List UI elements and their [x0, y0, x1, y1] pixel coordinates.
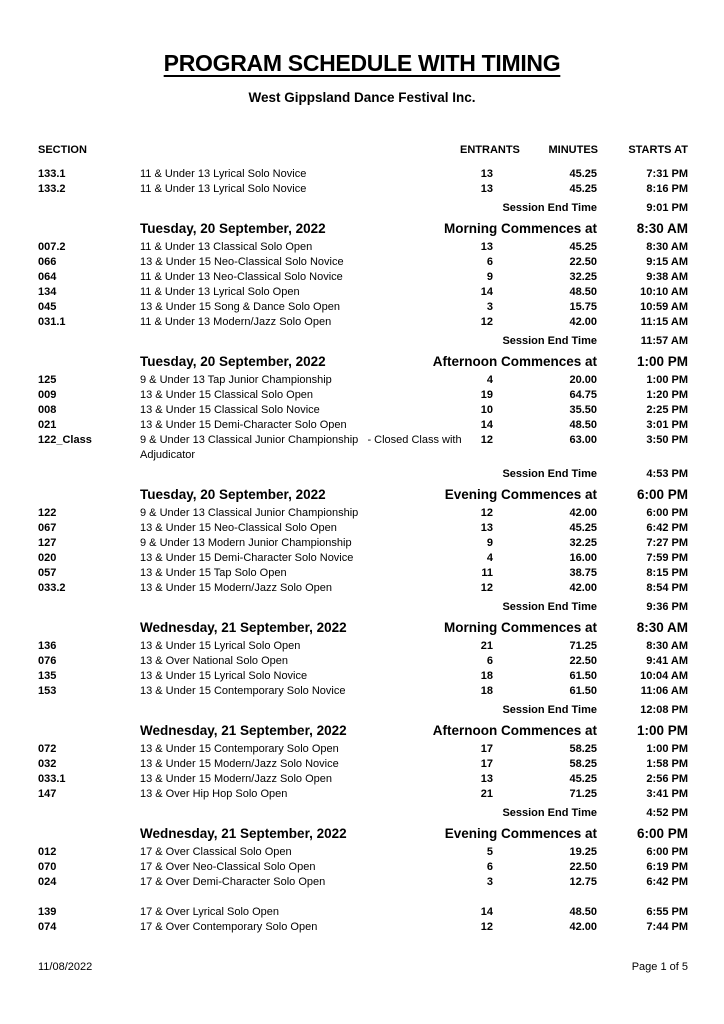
row-description-line1: 13 & Under 15 Contemporary Solo Open [140, 743, 339, 755]
row-description [140, 787, 460, 802]
row-entrants: 10 [480, 404, 493, 416]
row-description-line1: 17 & Over Lyrical Solo Open [140, 906, 279, 918]
row-entrants: 14 [480, 419, 493, 431]
row-description-line1: 17 & Over Neo-Classical Solo Open [140, 861, 316, 873]
row-minutes: 42.00 [569, 921, 597, 933]
row-description-line1: 13 & Over National Solo Open [140, 655, 288, 667]
footer-date: 11/08/2022 [38, 961, 93, 973]
row-section-number: 072 [38, 743, 57, 755]
session-commences-time: 6:00 PM [636, 487, 688, 502]
session-commences-time: 1:00 PM [636, 723, 688, 738]
row-starts-at: 6:42 PM [646, 876, 688, 888]
row-description-line1: 11 & Under 13 Lyrical Solo Novice [140, 168, 307, 180]
row-description-line1: 13 & Under 15 Neo-Classical Solo Novice [140, 256, 344, 268]
session-header [0, 486, 724, 503]
session-commences-label: Morning Commences at [443, 221, 597, 236]
schedule-row [0, 536, 724, 551]
row-description-line1: 9 & Under 13 Modern Junior Championship [140, 537, 352, 549]
row-minutes: 12.75 [569, 876, 597, 888]
row-description [140, 373, 460, 388]
row-description-line1: 11 & Under 13 Lyrical Solo Open [140, 286, 300, 298]
row-description-line1: 9 & Under 13 Classical Junior Championship - Closed Class with [140, 434, 462, 446]
row-section-number: 133.2 [38, 183, 66, 195]
row-entrants: 11 [481, 567, 493, 579]
row-description [140, 255, 460, 270]
row-description [140, 240, 460, 255]
row-section-number: 021 [38, 419, 57, 431]
row-starts-at: 1:20 PM [646, 389, 688, 401]
session-date: Tuesday, 20 September, 2022 [140, 354, 326, 369]
row-section-number: 134 [38, 286, 57, 298]
schedule-row [0, 654, 724, 669]
row-starts-at: 11:15 AM [640, 316, 688, 328]
row-entrants: 9 [486, 537, 493, 549]
row-section-number: 122 [38, 507, 57, 519]
row-description [140, 521, 460, 536]
row-starts-at: 8:16 PM [646, 183, 688, 195]
row-entrants: 14 [480, 906, 493, 918]
row-description-line1: 17 & Over Demi-Character Solo Open [140, 876, 326, 888]
schedule-row [0, 845, 724, 860]
footer-page-number: Page 1 of 5 [631, 961, 688, 973]
row-description-line1: 13 & Under 15 Classical Solo Novice [140, 404, 320, 416]
row-entrants: 13 [480, 241, 493, 253]
session-end-row [0, 334, 724, 349]
row-description [140, 536, 460, 551]
page-footer [38, 960, 688, 974]
row-entrants: 13 [480, 773, 493, 785]
row-starts-at: 7:59 PM [646, 552, 688, 564]
row-description [140, 639, 460, 654]
row-entrants: 3 [486, 876, 493, 888]
row-minutes: 15.75 [569, 301, 597, 313]
row-description-line1: 13 & Under 15 Lyrical Solo Novice [140, 670, 308, 682]
schedule-row [0, 669, 724, 684]
row-minutes: 63.00 [569, 434, 597, 446]
row-description-line1: 13 & Over Hip Hop Solo Open [140, 788, 288, 800]
row-spacer [0, 890, 724, 905]
row-minutes: 22.50 [569, 655, 597, 667]
session-end-label: Session End Time [502, 807, 597, 819]
row-description [140, 669, 460, 684]
session-date: Tuesday, 20 September, 2022 [140, 487, 326, 502]
row-starts-at: 3:50 PM [646, 434, 688, 446]
row-starts-at: 6:55 PM [646, 906, 688, 918]
row-description [140, 654, 460, 669]
column-header-starts-at: STARTS AT [628, 144, 688, 156]
schedule-row [0, 684, 724, 699]
row-description [140, 845, 460, 860]
row-minutes: 58.25 [569, 758, 597, 770]
page-subtitle: West Gippsland Dance Festival Inc. [248, 90, 476, 105]
row-description-line1: 11 & Under 13 Neo-Classical Solo Novice [140, 271, 343, 283]
schedule-row [0, 905, 724, 920]
row-description [140, 300, 460, 315]
row-entrants: 13 [480, 168, 493, 180]
row-section-number: 020 [38, 552, 57, 564]
row-section-number: 064 [38, 271, 57, 283]
row-minutes: 19.25 [569, 846, 597, 858]
row-starts-at: 8:54 PM [646, 582, 688, 594]
schedule-row [0, 566, 724, 581]
row-description [140, 315, 460, 330]
session-commences-label: Afternoon Commences at [432, 723, 597, 738]
row-entrants: 18 [480, 670, 493, 682]
row-description [140, 860, 460, 875]
row-entrants: 12 [480, 921, 493, 933]
row-minutes: 22.50 [569, 861, 597, 873]
session-date: Wednesday, 21 September, 2022 [140, 620, 347, 635]
row-section-number: 139 [38, 906, 57, 918]
row-starts-at: 10:59 AM [640, 301, 688, 313]
row-description-line1: 9 & Under 13 Tap Junior Championship [140, 374, 332, 386]
row-minutes: 45.25 [569, 183, 597, 195]
row-section-number: 074 [38, 921, 57, 933]
row-minutes: 64.75 [569, 389, 597, 401]
row-description-line1: 13 & Under 15 Modern/Jazz Solo Open [140, 582, 333, 594]
row-description-line1: 13 & Under 15 Song & Dance Solo Open [140, 301, 340, 313]
row-description [140, 418, 460, 433]
schedule-row [0, 757, 724, 772]
row-section-number: 032 [38, 758, 57, 770]
session-header [0, 353, 724, 370]
row-entrants: 12 [480, 507, 493, 519]
row-entrants: 21 [480, 640, 493, 652]
schedule-table-body [0, 167, 724, 935]
row-starts-at: 11:06 AM [640, 685, 688, 697]
row-section-number: 135 [38, 670, 57, 682]
row-starts-at: 6:19 PM [646, 861, 688, 873]
row-section-number: 153 [38, 685, 57, 697]
row-minutes: 48.50 [569, 906, 597, 918]
row-entrants: 6 [486, 256, 493, 268]
row-starts-at: 1:58 PM [646, 758, 688, 770]
schedule-row [0, 920, 724, 935]
row-entrants: 12 [480, 582, 493, 594]
schedule-row [0, 388, 724, 403]
schedule-row [0, 167, 724, 182]
row-minutes: 45.25 [569, 241, 597, 253]
row-description-line1: 9 & Under 13 Classical Junior Championship [140, 507, 359, 519]
row-description-line1: 13 & Under 15 Tap Solo Open [140, 567, 287, 579]
row-description-line1: 13 & Under 15 Modern/Jazz Solo Open [140, 773, 333, 785]
row-minutes: 45.25 [569, 168, 597, 180]
row-starts-at: 9:38 AM [646, 271, 688, 283]
row-section-number: 007.2 [38, 241, 66, 253]
row-minutes: 48.50 [569, 286, 597, 298]
row-starts-at: 7:31 PM [646, 168, 688, 180]
row-section-number: 012 [38, 846, 57, 858]
schedule-row [0, 300, 724, 315]
session-commences-time: 8:30 AM [636, 620, 688, 635]
row-description [140, 182, 460, 197]
row-starts-at: 1:00 PM [646, 743, 688, 755]
session-date: Tuesday, 20 September, 2022 [140, 221, 326, 236]
session-end-label: Session End Time [502, 335, 597, 347]
session-commences-label: Morning Commences at [443, 620, 597, 635]
session-date: Wednesday, 21 September, 2022 [140, 723, 347, 738]
row-description [140, 433, 460, 463]
row-section-number: 057 [38, 567, 57, 579]
row-starts-at: 7:44 PM [646, 921, 688, 933]
row-description-line1: 13 & Under 15 Modern/Jazz Solo Novice [140, 758, 339, 770]
column-header-entrants: ENTRANTS [460, 144, 520, 156]
row-entrants: 5 [486, 846, 493, 858]
session-end-label: Session End Time [502, 704, 597, 716]
session-end-row [0, 703, 724, 718]
row-description [140, 167, 460, 182]
schedule-row [0, 240, 724, 255]
session-header [0, 825, 724, 842]
row-minutes: 32.25 [569, 537, 597, 549]
row-entrants: 3 [486, 301, 493, 313]
row-description [140, 388, 460, 403]
row-starts-at: 2:25 PM [646, 404, 688, 416]
session-commences-label: Afternoon Commences at [432, 354, 597, 369]
session-end-row [0, 600, 724, 615]
row-entrants: 13 [480, 183, 493, 195]
schedule-row [0, 506, 724, 521]
schedule-row [0, 418, 724, 433]
row-minutes: 61.50 [569, 670, 597, 682]
session-end-row [0, 201, 724, 216]
row-entrants: 4 [486, 552, 493, 564]
row-starts-at: 3:41 PM [646, 788, 688, 800]
schedule-row [0, 255, 724, 270]
row-starts-at: 8:30 AM [646, 640, 688, 652]
row-description [140, 551, 460, 566]
row-description [140, 270, 460, 285]
row-minutes: 48.50 [569, 419, 597, 431]
schedule-row [0, 581, 724, 596]
row-starts-at: 9:15 AM [646, 256, 688, 268]
row-starts-at: 8:30 AM [646, 241, 688, 253]
row-starts-at: 6:42 PM [646, 522, 688, 534]
row-description-line1: 13 & Under 15 Contemporary Solo Novice [140, 685, 346, 697]
row-section-number: 008 [38, 404, 57, 416]
row-minutes: 38.75 [569, 567, 597, 579]
row-entrants: 17 [480, 743, 493, 755]
row-minutes: 61.50 [569, 685, 597, 697]
session-header [0, 619, 724, 636]
row-description [140, 742, 460, 757]
row-minutes: 35.50 [569, 404, 597, 416]
session-end-label: Session End Time [502, 202, 597, 214]
session-end-label: Session End Time [502, 601, 597, 613]
row-description [140, 403, 460, 418]
schedule-row [0, 742, 724, 757]
schedule-row [0, 270, 724, 285]
row-description [140, 920, 460, 935]
row-starts-at: 6:00 PM [646, 846, 688, 858]
session-commences-time: 1:00 PM [636, 354, 688, 369]
row-section-number: 127 [38, 537, 57, 549]
row-description-line1: 13 & Under 15 Demi-Character Solo Novice [140, 552, 354, 564]
schedule-row [0, 639, 724, 654]
row-description [140, 506, 460, 521]
row-minutes: 20.00 [569, 374, 597, 386]
row-entrants: 4 [486, 374, 493, 386]
schedule-row [0, 315, 724, 330]
session-end-time: 9:36 PM [646, 601, 688, 613]
row-starts-at: 2:56 PM [646, 773, 688, 785]
session-end-time: 11:57 AM [640, 335, 688, 347]
row-section-number: 009 [38, 389, 57, 401]
session-commences-time: 8:30 AM [636, 221, 688, 236]
row-description-line1: 13 & Under 15 Demi-Character Solo Open [140, 419, 347, 431]
row-section-number: 031.1 [38, 316, 66, 328]
session-end-time: 4:52 PM [646, 807, 688, 819]
row-description [140, 875, 460, 890]
schedule-row [0, 373, 724, 388]
row-section-number: 125 [38, 374, 57, 386]
row-description-line1: 13 & Under 15 Neo-Classical Solo Open [140, 522, 337, 534]
session-commences-label: Evening Commences at [444, 826, 597, 841]
row-section-number: 033.1 [38, 773, 66, 785]
row-minutes: 42.00 [569, 316, 597, 328]
row-section-number: 033.2 [38, 582, 66, 594]
schedule-row [0, 787, 724, 802]
row-minutes: 71.25 [569, 640, 597, 652]
row-entrants: 6 [486, 655, 493, 667]
row-entrants: 18 [480, 685, 493, 697]
row-entrants: 12 [480, 434, 493, 446]
row-minutes: 42.00 [569, 507, 597, 519]
row-entrants: 19 [480, 389, 493, 401]
row-minutes: 45.25 [569, 773, 597, 785]
row-section-number: 070 [38, 861, 57, 873]
session-end-row [0, 806, 724, 821]
row-minutes: 42.00 [569, 582, 597, 594]
row-section-number: 147 [38, 788, 57, 800]
row-description-line1: 13 & Under 15 Lyrical Solo Open [140, 640, 301, 652]
row-starts-at: 7:27 PM [646, 537, 688, 549]
row-description-line2: Adjudicator [140, 449, 196, 461]
row-description [140, 581, 460, 596]
session-end-time: 9:01 PM [646, 202, 688, 214]
column-header-minutes: MINUTES [548, 144, 598, 156]
row-section-number: 024 [38, 876, 57, 888]
session-end-label: Session End Time [502, 468, 597, 480]
schedule-row [0, 875, 724, 890]
schedule-row [0, 403, 724, 418]
row-description [140, 684, 460, 699]
row-starts-at: 3:01 PM [646, 419, 688, 431]
row-minutes: 71.25 [569, 788, 597, 800]
row-description [140, 772, 460, 787]
session-commences-label: Evening Commences at [444, 487, 597, 502]
row-entrants: 6 [486, 861, 493, 873]
schedule-row [0, 860, 724, 875]
row-minutes: 58.25 [569, 743, 597, 755]
row-description [140, 285, 460, 300]
row-starts-at: 9:41 AM [646, 655, 688, 667]
row-entrants: 17 [480, 758, 493, 770]
column-header-section: SECTION [38, 144, 87, 156]
row-description [140, 905, 460, 920]
row-section-number: 066 [38, 256, 57, 268]
schedule-row [0, 433, 724, 463]
row-minutes: 45.25 [569, 522, 597, 534]
row-starts-at: 10:10 AM [640, 286, 688, 298]
session-end-time: 4:53 PM [646, 468, 688, 480]
row-description-line1: 13 & Under 15 Classical Solo Open [140, 389, 314, 401]
row-section-number: 133.1 [38, 168, 66, 180]
schedule-row [0, 772, 724, 787]
schedule-row [0, 521, 724, 536]
row-minutes: 16.00 [569, 552, 597, 564]
session-end-time: 12:08 PM [640, 704, 688, 716]
schedule-row [0, 182, 724, 197]
row-starts-at: 6:00 PM [646, 507, 688, 519]
row-entrants: 12 [480, 316, 493, 328]
session-end-row [0, 467, 724, 482]
row-description [140, 757, 460, 772]
row-description-line1: 11 & Under 13 Lyrical Solo Novice [140, 183, 307, 195]
schedule-row [0, 285, 724, 300]
row-entrants: 9 [486, 271, 493, 283]
row-entrants: 21 [480, 788, 493, 800]
row-section-number: 045 [38, 301, 57, 313]
schedule-row [0, 551, 724, 566]
row-entrants: 14 [480, 286, 493, 298]
row-section-number: 076 [38, 655, 57, 667]
row-starts-at: 10:04 AM [640, 670, 688, 682]
row-section-number: 067 [38, 522, 57, 534]
session-header [0, 722, 724, 739]
row-entrants: 13 [480, 522, 493, 534]
page-title: PROGRAM SCHEDULE WITH TIMING [163, 50, 561, 76]
session-date: Wednesday, 21 September, 2022 [140, 826, 347, 841]
row-minutes: 32.25 [569, 271, 597, 283]
column-header-row [0, 143, 724, 158]
row-description-line1: 17 & Over Contemporary Solo Open [140, 921, 318, 933]
row-starts-at: 8:15 PM [646, 567, 688, 579]
session-header [0, 220, 724, 237]
row-description-line1: 11 & Under 13 Classical Solo Open [140, 241, 313, 253]
row-description [140, 566, 460, 581]
row-starts-at: 1:00 PM [646, 374, 688, 386]
row-description-line1: 17 & Over Classical Solo Open [140, 846, 292, 858]
row-section-number: 136 [38, 640, 57, 652]
row-section-number: 122_Class [38, 434, 92, 446]
session-commences-time: 6:00 PM [636, 826, 688, 841]
row-minutes: 22.50 [569, 256, 597, 268]
row-description-line1: 11 & Under 13 Modern/Jazz Solo Open [140, 316, 332, 328]
